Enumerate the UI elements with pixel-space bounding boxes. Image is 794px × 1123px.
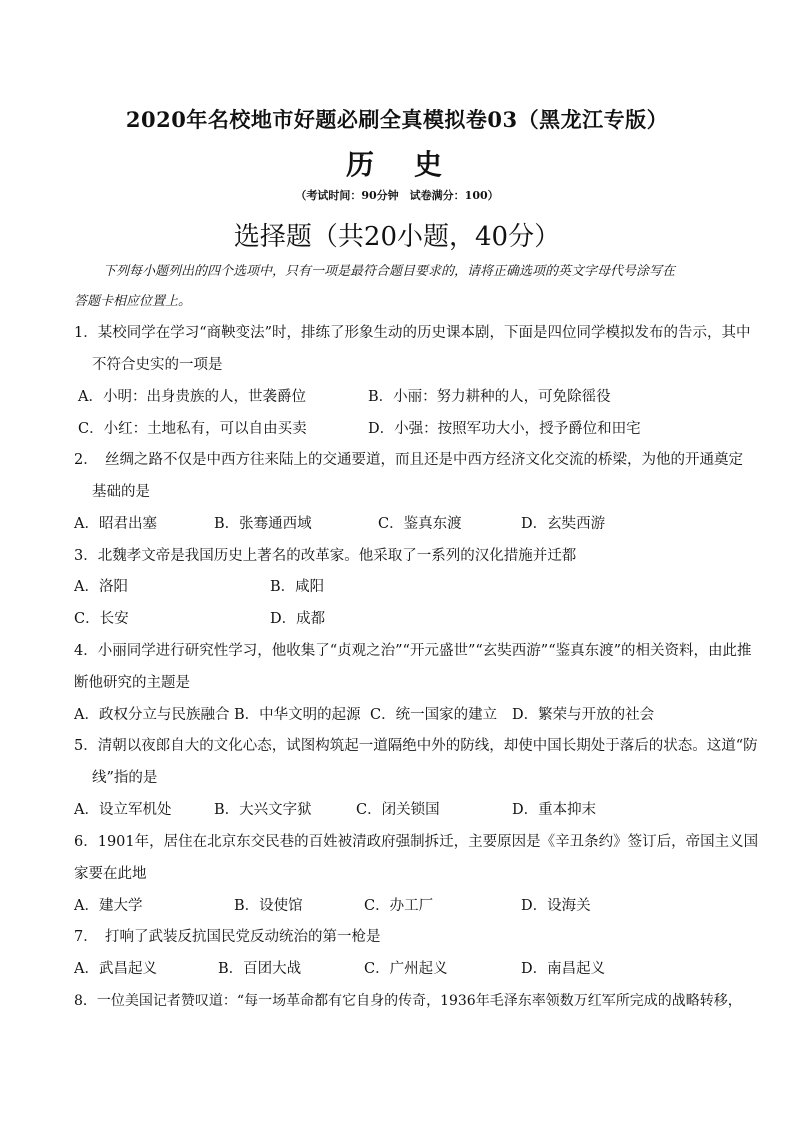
question-1-text-cont: 不符合史实的一项是 xyxy=(92,357,223,373)
question-1-option-b[interactable]: B．小丽：努力耕种的人，可免除徭役 xyxy=(368,389,611,405)
question-3-option-c[interactable]: C．长安 xyxy=(74,611,129,627)
question-1-option-c[interactable]: C．小红：土地私有，可以自由买卖 xyxy=(78,421,307,437)
question-7-option-c[interactable]: C．广州起义 xyxy=(364,961,448,977)
instruction-line-2: 答题卡相应位置上。 xyxy=(74,294,192,309)
question-3-option-b[interactable]: B．咸阳 xyxy=(270,579,325,595)
subject-title: 历 史 xyxy=(345,148,448,181)
section-title: 选择题（共20小题，40分） xyxy=(233,222,561,252)
question-4-option-d[interactable]: D．繁荣与开放的社会 xyxy=(512,707,655,723)
question-7-text: 7． 打响了武装反抗国民党反动统治的第一枪是 xyxy=(74,929,381,945)
question-4-text-cont: 断他研究的主题是 xyxy=(74,675,190,691)
question-2-text: 2． 丝绸之路不仅是中西方往来陆上的交通要道，而且还是中西方经济文化交流的桥梁，为他的开通奠定 xyxy=(74,452,743,468)
question-1-option-a[interactable]: A．小明：出身贵族的人，世袭爵位 xyxy=(78,389,306,405)
question-6-text-cont: 家要在此地 xyxy=(74,866,147,882)
question-5-text: 5．清朝以夜郎自大的文化心态，试图构筑起一道隔绝中外的防线，却使中国长期处于落后的状态。这道“防 xyxy=(74,738,758,754)
question-5-option-d[interactable]: D．重本抑末 xyxy=(512,802,597,818)
question-7-option-a[interactable]: A．武昌起义 xyxy=(74,961,157,977)
exam-title: 2020年名校地市好题必刷全真模拟卷03（黑龙江专版） xyxy=(125,107,669,132)
question-1-text: 1．某校同学在学习“商鞅变法”时，排练了形象生动的历史课本剧，下面是四位同学模拟发布的告示，其中 xyxy=(74,325,751,341)
question-5-option-a[interactable]: A．设立军机处 xyxy=(74,802,172,818)
question-5-text-cont: 线”指的是 xyxy=(92,770,158,786)
question-7-option-d[interactable]: D．南昌起义 xyxy=(521,961,606,977)
instruction-line-1: 下列每小题列出的四个选项中，只有一项是最符合题目要求的，请将正确选项的英文字母代号涂写在 xyxy=(103,264,676,279)
question-3-text: 3．北魏孝文帝是我国历史上著名的改革家。他采取了一系列的汉化措施并迁都 xyxy=(74,548,577,564)
question-6-option-d[interactable]: D．设海关 xyxy=(521,898,591,914)
question-6-option-c[interactable]: C．办工厂 xyxy=(364,898,434,914)
question-5-option-c[interactable]: C．闭关锁国 xyxy=(356,802,440,818)
question-2-option-a[interactable]: A．昭君出塞 xyxy=(74,516,157,532)
question-3-option-a[interactable]: A．洛阳 xyxy=(74,579,128,595)
question-6-text: 6．1901年，居住在北京东交民巷的百姓被清政府强制拆迁，主要原因是《辛丑条约》签订后，帝国主义国 xyxy=(74,834,759,850)
exam-info: （考试时间：90分钟 试卷满分：100） xyxy=(295,189,499,202)
question-2-text-cont: 基础的是 xyxy=(92,484,150,500)
question-5-option-b[interactable]: B．大兴文字狱 xyxy=(214,802,312,818)
question-3-option-d[interactable]: D．成都 xyxy=(270,611,326,627)
question-4-text: 4．小丽同学进行研究性学习，他收集了“贞观之治”“开元盛世”“玄奘西游”“鉴真东渡”的相关资料，由此推 xyxy=(74,643,752,659)
question-6-option-b[interactable]: B．设使馆 xyxy=(234,898,303,914)
question-2-option-d[interactable]: D．玄奘西游 xyxy=(521,516,606,532)
question-6-option-a[interactable]: A．建大学 xyxy=(74,898,143,914)
question-1-option-d[interactable]: D．小强：按照军功大小，授予爵位和田宅 xyxy=(368,421,641,437)
question-4-option-b[interactable]: B．中华文明的起源 xyxy=(234,707,361,723)
question-8-text: 8．一位美国记者赞叹道：“每一场革命都有它自身的传奇，1936年毛泽东率领数万红军所完成的战略转移， xyxy=(74,993,742,1009)
question-7-option-b[interactable]: B．百团大战 xyxy=(218,961,302,977)
question-4-option-c[interactable]: C．统一国家的建立 xyxy=(370,707,498,723)
question-2-option-c[interactable]: C．鉴真东渡 xyxy=(378,516,462,532)
question-2-option-b[interactable]: B．张骞通西域 xyxy=(214,516,312,532)
question-4-option-a[interactable]: A．政权分立与民族融合 xyxy=(74,707,230,723)
